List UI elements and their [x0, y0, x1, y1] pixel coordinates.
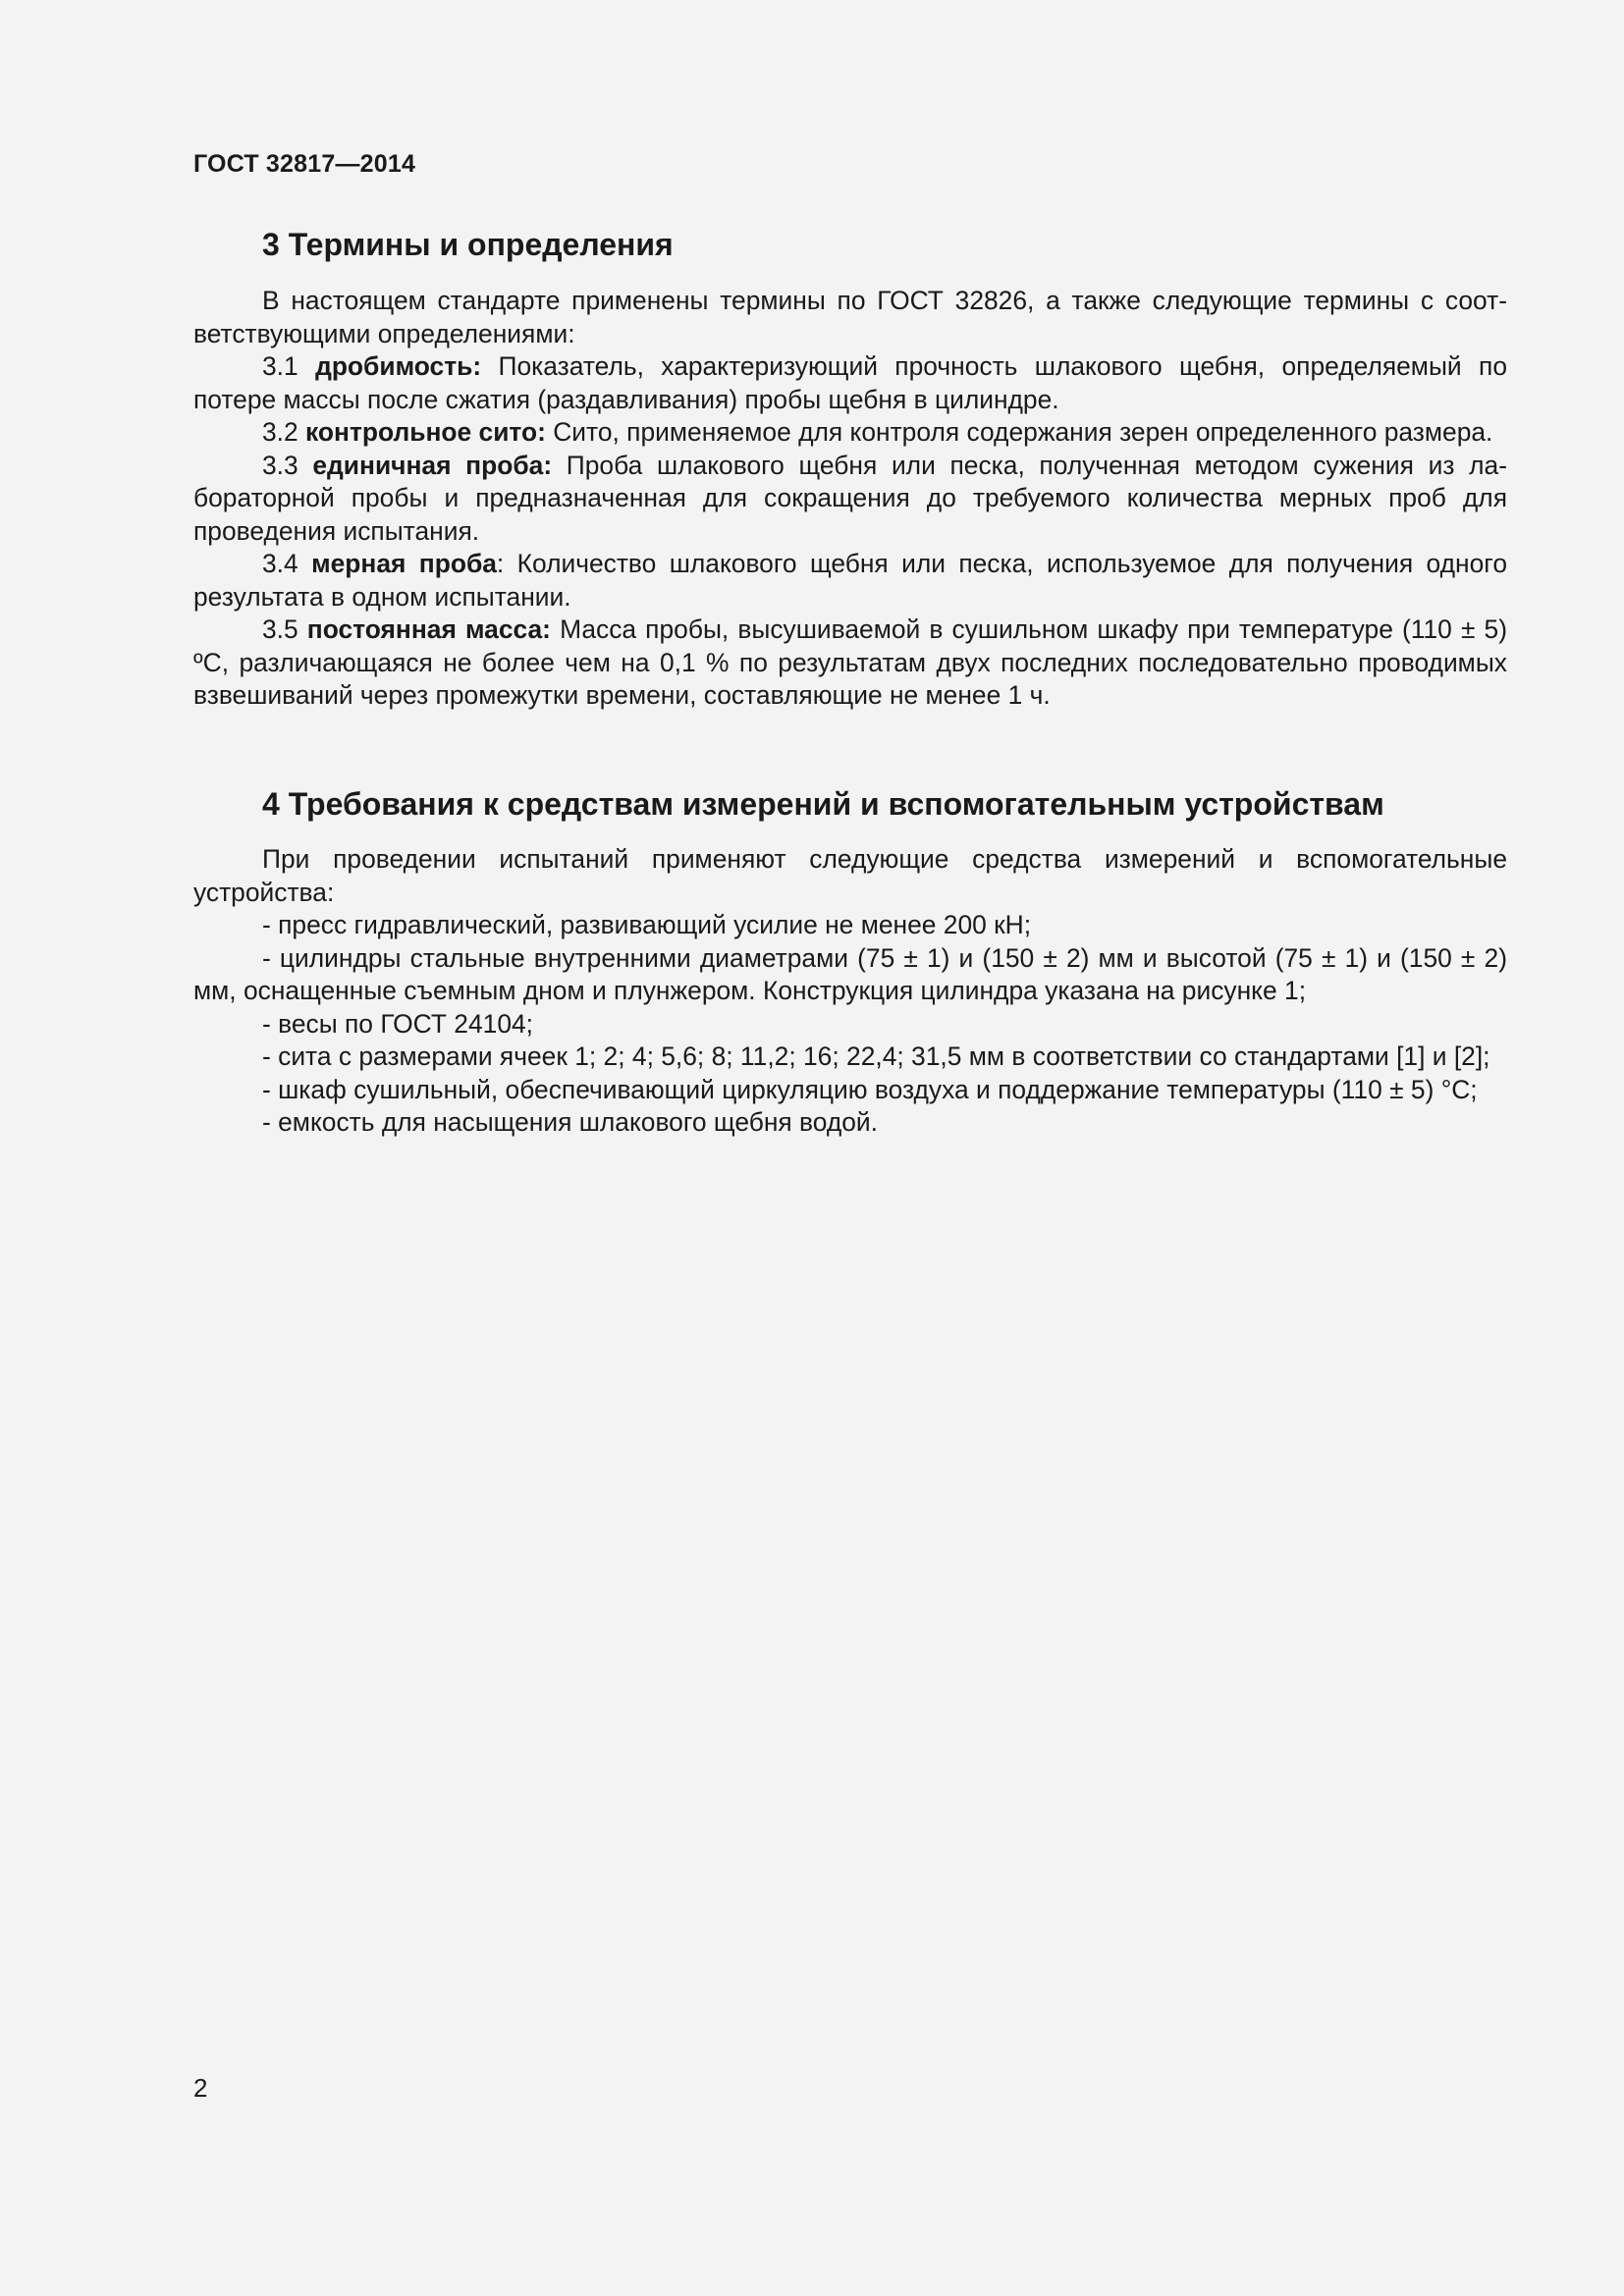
term-definition-3-4 [193, 548, 1507, 614]
document-code-header: ГОСТ 32817—2014 [193, 150, 416, 178]
term-text: Показатель, характеризующий прочность шлакового щебня, определяемый по потере массы после сжатия (раздавливания) пробы щебня в цилиндре. [193, 351, 1507, 414]
term-text: Масса пробы, высушиваемой в сушильном шкафу при температуре (110 ± 5) ºС, различающаяся не более чем на 0,1 % по результатам двух последних последовательно проводимых взвешиваний через промежутки времени, составляющие не менее 1 ч. [193, 614, 1507, 710]
term-name: мерная проба [311, 549, 497, 578]
term-number: 3.4 [262, 549, 312, 578]
page-number: 2 [193, 2073, 208, 2103]
term-text: Сито, применяемое для контроля содержания зерен определенного размера. [545, 417, 1493, 447]
section-4-heading: 4 Требования к средствам измерений и вспомогательным устройствам [262, 786, 1384, 822]
term-name: постоянная масса: [306, 614, 551, 644]
document-page [193, 0, 1507, 2296]
equipment-list-item: - шкаф сушильный, обеспечивающий циркуляцию воздуха и поддержание температуры (110 ± 5) °С; [262, 1074, 1478, 1104]
term-number: 3.3 [262, 450, 313, 480]
term-number: 3.1 [262, 351, 316, 381]
equipment-list-item: - весы по ГОСТ 24104; [262, 1008, 534, 1039]
term-number: 3.5 [262, 614, 307, 644]
term-definition-3-2 [193, 416, 1507, 450]
section-4-intro: При проведении испытаний применяют следующие средства измерений и вспомогательные устройства: [193, 844, 1507, 907]
term-definition-3-3 [193, 450, 1507, 549]
term-text: Проба шлакового щебня или песка, полученная методом сужения из лабораторной пробы и предназначенная для сокращения до требуемого количества мерных проб для проведения испытания. [193, 450, 1507, 546]
term-number: 3.2 [262, 417, 306, 447]
term-name: единичная проба: [312, 450, 553, 480]
equipment-list-item: - сита с размерами ячеек 1; 2; 4; 5,6; 8; 11,2; 16; 22,4; 31,5 мм в соответствии со стандартами [1] и [2]; [262, 1041, 1490, 1071]
section-3-heading: 3 Термины и определения [262, 227, 674, 262]
section-3-intro: В настоящем стандарте применены термины по ГОСТ 32826, а также следующие термины с соответствующими определениями: [193, 286, 1507, 348]
equipment-list-item: - пресс гидравлический, развивающий усилие не менее 200 кН; [262, 910, 1032, 939]
term-definition-3-1 [193, 350, 1507, 416]
equipment-list-item: - емкость для насыщения шлакового щебня водой. [262, 1107, 878, 1137]
term-definition-3-5 [193, 614, 1507, 713]
term-name: дробимость: [315, 351, 482, 381]
equipment-list-item: - цилиндры стальные внутренними диаметрами (75 ± 1) и (150 ± 2) мм и высотой (75 ± 1) и (150 ± 2) мм, оснащенные съемным дном и плунжером. Конструкция цилиндра указана на рисунке 1; [193, 942, 1507, 1005]
term-text: : Количество шлакового щебня или песка, используемое для получения одного результата в одном испытании. [193, 549, 1507, 612]
section-4-body [193, 843, 1507, 1140]
term-name: контрольное сито: [305, 417, 546, 447]
section-3-body [193, 285, 1507, 713]
